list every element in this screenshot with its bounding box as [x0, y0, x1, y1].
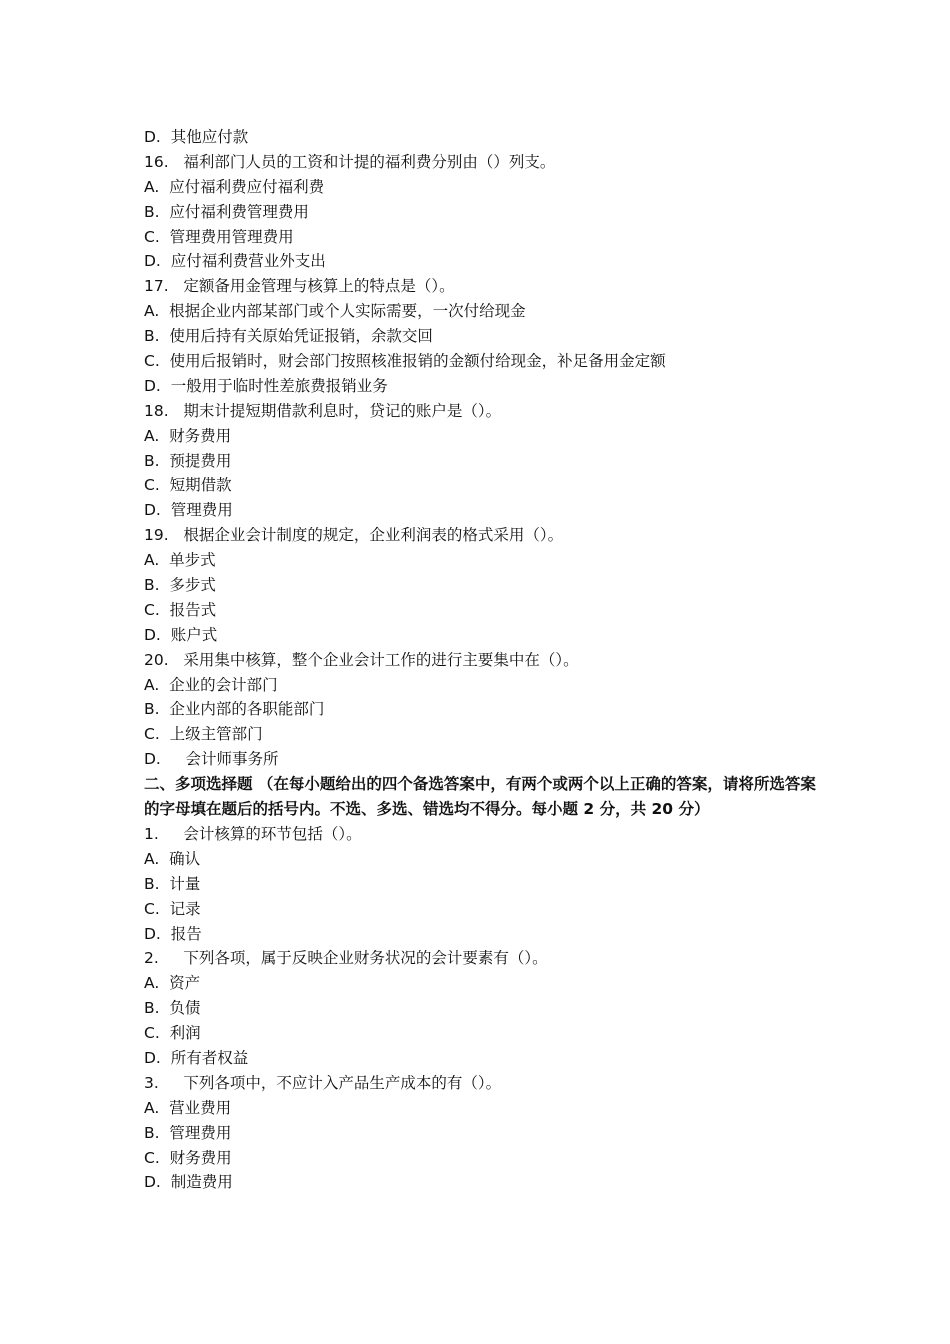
text-line: 2. 下列各项，属于反映企业财务状况的会计要素有（）。	[144, 949, 548, 968]
text-line: A. 财务费用	[144, 426, 232, 445]
text-line: B. 预提费用	[144, 451, 232, 470]
text-line: 20. 采用集中核算，整个企业会计工作的进行主要集中在（）。	[144, 650, 579, 669]
text-line: D. 一般用于临时性差旅费报销业务	[144, 376, 388, 395]
text-line: 16. 福利部门人员的工资和计提的福利费分别由（）列支。	[144, 152, 556, 171]
text-line: B. 应付福利费管理费用	[144, 202, 309, 221]
text-line: C. 短期借款	[144, 476, 232, 495]
text-line: 17. 定额备用金管理与核算上的特点是（）。	[144, 277, 455, 296]
text-line: 19. 根据企业会计制度的规定，企业利润表的格式采用（）。	[144, 526, 564, 545]
text-line: C. 利润	[144, 1024, 201, 1043]
text-line: D. 应付福利费营业外支出	[144, 252, 326, 271]
section-heading: 二、多项选择题 （在每小题给出的四个备选答案中，有两个或两个以上正确的答案，请将所选答案的字母填在题后的括号内。不选、多选、错选均不得分。每小题 2 分，共 20 分）	[144, 775, 816, 819]
document-body	[144, 125, 816, 1195]
text-line: A. 营业费用	[144, 1098, 232, 1117]
text-line: D. 账户式	[144, 625, 218, 644]
text-line: C. 记录	[144, 899, 201, 918]
question-block-multiple-choice	[144, 822, 816, 1195]
text-line: A. 企业的会计部门	[144, 675, 278, 694]
text-line: C. 报告式	[144, 600, 217, 619]
text-line: D. 报告	[144, 924, 202, 943]
text-line: B. 负债	[144, 999, 201, 1018]
text-line: 3. 下列各项中，不应计入产品生产成本的有（）。	[144, 1073, 502, 1092]
text-line: D. 所有者权益	[144, 1048, 249, 1067]
text-line: B. 企业内部的各职能部门	[144, 700, 325, 719]
text-line: A. 根据企业内部某部门或个人实际需要，一次付给现金	[144, 302, 526, 321]
text-line: A. 资产	[144, 974, 201, 993]
text-line: 1. 会计核算的环节包括（）。	[144, 824, 362, 843]
text-line: D. 制造费用	[144, 1173, 233, 1192]
text-line: D. 管理费用	[144, 501, 233, 520]
text-line: D. 其他应付款	[144, 128, 249, 146]
text-line: B. 多步式	[144, 576, 216, 595]
text-line: C. 使用后报销时，财会部门按照核准报销的金额付给现金，补足备用金定额	[144, 352, 666, 371]
text-line: A. 确认	[144, 849, 201, 868]
text-line: B. 使用后持有关原始凭证报销，余款交回	[144, 327, 433, 346]
question-block-single-choice	[144, 125, 816, 772]
text-line: C. 上级主管部门	[144, 725, 263, 744]
text-line: C. 财务费用	[144, 1148, 232, 1167]
text-line: A. 应付福利费应付福利费	[144, 177, 325, 196]
text-line: 18. 期末计提短期借款利息时，贷记的账户是（）。	[144, 401, 502, 420]
text-line: B. 计量	[144, 874, 201, 893]
text-line: D. 会计师事务所	[144, 750, 279, 769]
text-line: C. 管理费用管理费用	[144, 227, 294, 246]
text-line: A. 单步式	[144, 551, 216, 570]
text-line: B. 管理费用	[144, 1123, 232, 1142]
